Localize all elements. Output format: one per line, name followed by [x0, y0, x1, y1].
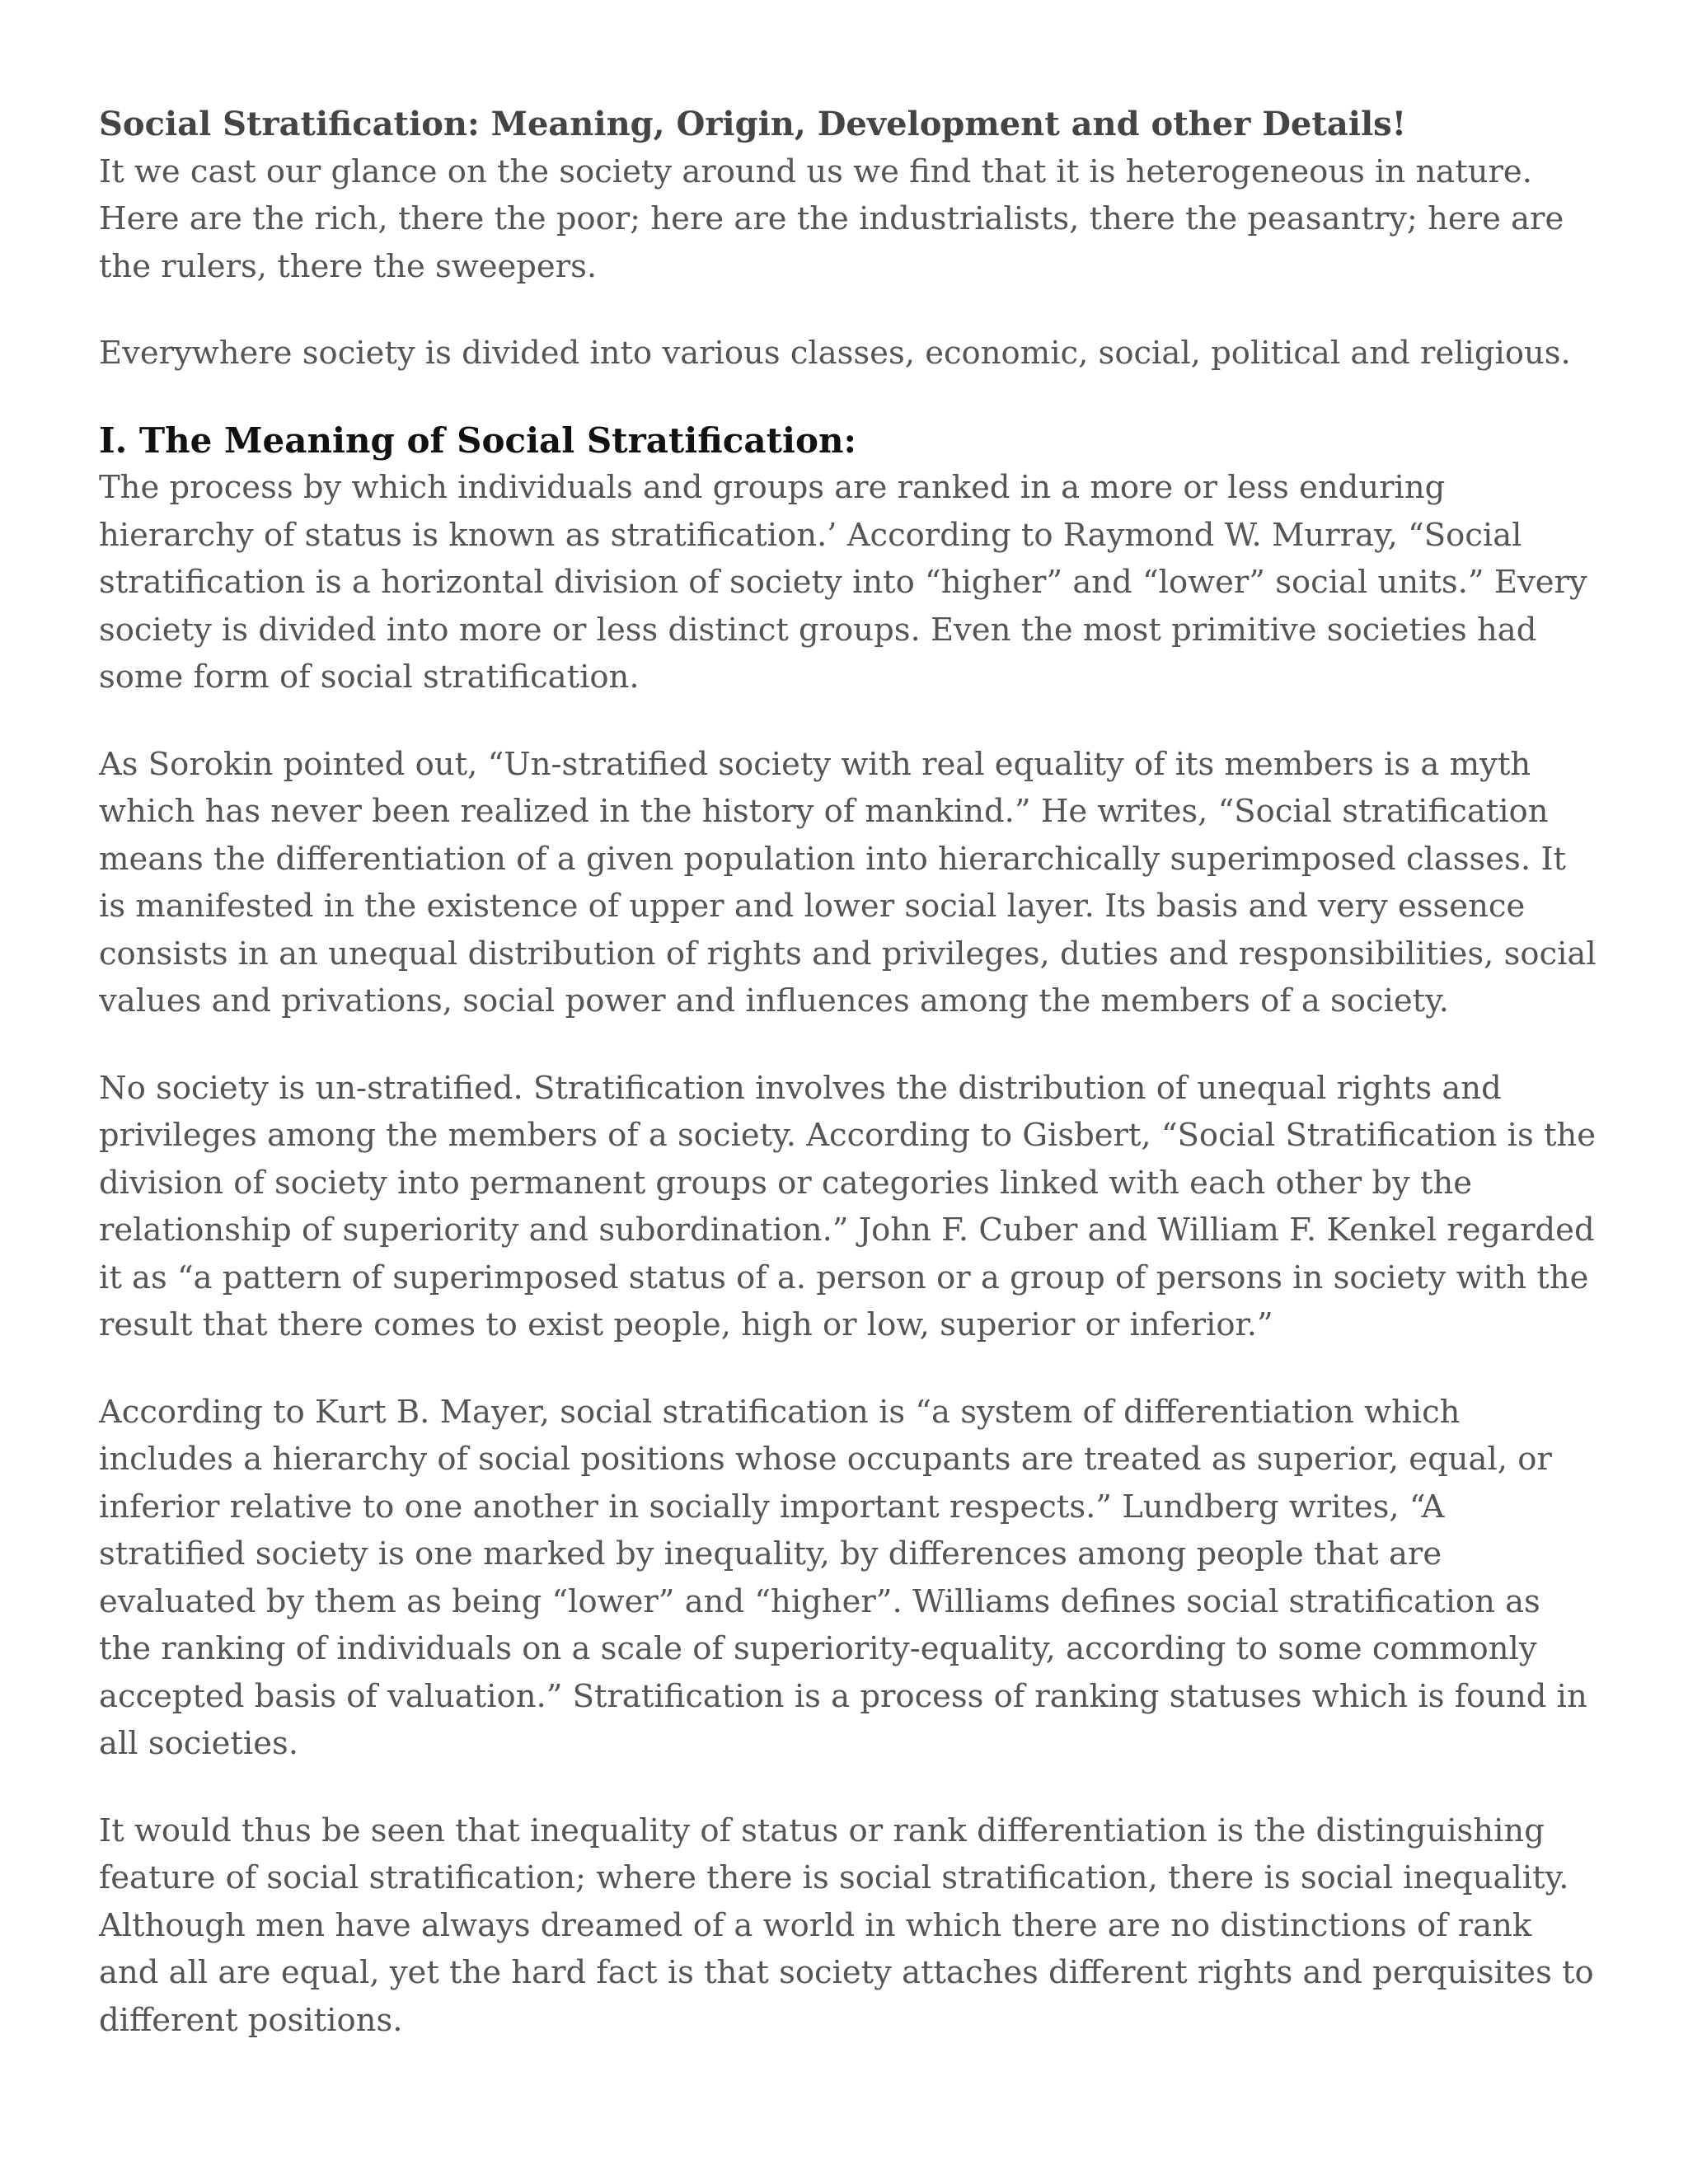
- section-paragraph-1: The process by which individuals and groups are ranked in a more or less enduring hierarchy of status is known as stratification.’ According to Raymond W. Murray, “Social stratification is a horizontal division of society into “higher” and “lower” social units.” Every society is divided into more or less distinct groups. Even the most primitive societies had some form of social stratification.: [99, 469, 1587, 696]
- document-page: [99, 101, 1599, 2083]
- section-paragraph-5: It would thus be seen that inequality of status or rank differentiation is the distinguishing feature of social stratification; where there is social stratification, there is social inequality. Although men have always dreamed of a world in which there are no distinctions of rank and all are equal, yet the hard fact is that society attaches different rights and perquisites to different positions.: [99, 1811, 1594, 2039]
- section-paragraph-2: As Sorokin pointed out, “Un-stratified society with real equality of its members is a myth which has never been realized in the history of mankind.” He writes, “Social stratification means the differentiation of a given population into hierarchically superimposed classes. It is manifested in the existence of upper and lower social layer. Its basis and very essence consists in an unequal distribution of rights and privileges, duties and responsibilities, social values and privations, social power and influences among the members of a society.: [99, 745, 1597, 1019]
- intro-paragraph-1: It we cast our glance on the society around us we find that it is heterogeneous in nature. Here are the rich, there the poor; here are the industrialists, there the peasantry; here are the rulers, there the sweepers.: [99, 152, 1564, 285]
- section-paragraph-3: No society is un-stratified. Stratification involves the distribution of unequal rights and privileges among the members of a society. According to Gisbert, “Social Stratification is the division of society into permanent groups or categories linked with each other by the relationship of superiority and subordination.” John F. Cuber and William F. Kenkel regarded it as “a pattern of superimposed status of a. person or a group of persons in society with the result that there comes to exist people, high or low, superior or inferior.”: [99, 1069, 1597, 1343]
- section-heading: I. The Meaning of Social Stratification:: [99, 419, 856, 461]
- intro-paragraph-2: Everywhere society is divided into various classes, economic, social, political and religious.: [99, 335, 1571, 372]
- document-title: Social Stratification: Meaning, Origin, Development and other Details!: [99, 105, 1407, 143]
- section-paragraph-4: According to Kurt B. Mayer, social stratification is “a system of differentiation which includes a hierarchy of social positions whose occupants are treated as superior, equal, or inferior relative to one another in socially important respects.” Lundberg writes, “A stratified society is one marked by inequality, by differences among people that are evaluated by them as being “lower” and “higher”. Williams defines social stratification as the ranking of individuals on a scale of superiority-equality, according to some commonly accepted basis of valuation.” Stratification is a process of ranking statuses which is found in all societies.: [99, 1393, 1587, 1762]
